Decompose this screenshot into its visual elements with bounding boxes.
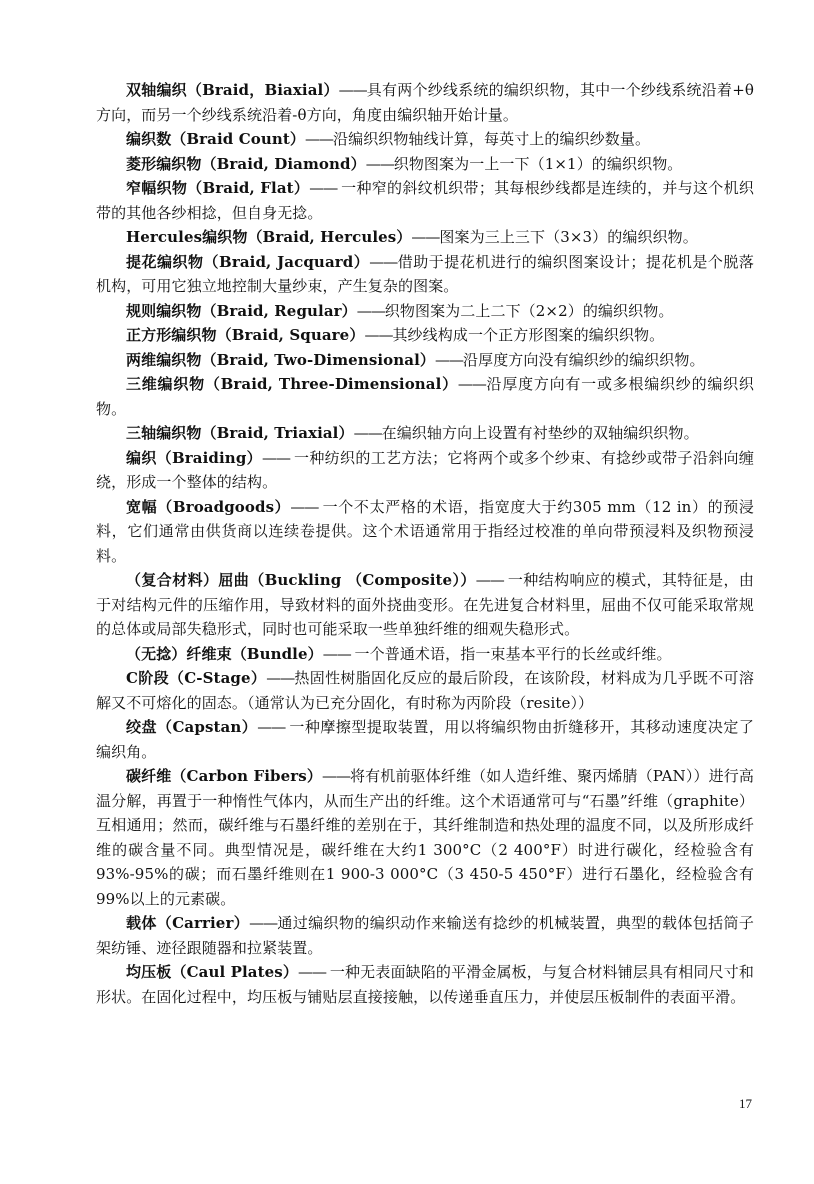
glossary-entry bbox=[96, 642, 754, 667]
glossary-entry bbox=[96, 225, 754, 250]
entry-separator: —— bbox=[338, 81, 367, 99]
entry-definition: 织物图案为一上一下（1×1）的编织织物。 bbox=[393, 154, 683, 173]
entry-separator: —— bbox=[364, 326, 393, 344]
entry-separator: —— bbox=[298, 963, 330, 981]
entry-definition: 沿厚度方向没有编织纱的编织织物。 bbox=[463, 350, 705, 369]
glossary-entry bbox=[96, 323, 754, 348]
entry-separator: —— bbox=[356, 301, 385, 320]
glossary-entry bbox=[96, 666, 754, 715]
entry-definition: 其纱线构成一个正方形图案的编织织物。 bbox=[392, 326, 665, 344]
entry-definition: 图案为三上三下（3×3）的编织织物。 bbox=[439, 228, 698, 246]
entry-separator: —— bbox=[266, 669, 295, 687]
glossary-entry bbox=[96, 715, 754, 764]
entry-separator: —— bbox=[369, 252, 398, 271]
entry-term: 均压板（Caul Plates） bbox=[126, 963, 299, 981]
entry-separator: —— bbox=[305, 130, 333, 148]
entry-term: 碳纤维（Carbon Fibers） bbox=[126, 767, 322, 785]
entry-separator: —— bbox=[457, 375, 486, 393]
entry-term: 编织（Braiding） bbox=[126, 448, 262, 467]
entry-term: 三维编织物（Braid, Three-Dimensional） bbox=[126, 375, 458, 393]
entry-term: 菱形编织物（Braid, Diamond） bbox=[126, 154, 366, 173]
entry-definition: 热固性树脂固化反应的最后阶段，在该阶段，材料成为几乎既不可溶解又不可熔化的固态。（通常认为已充分固化，有时称为丙阶段（resite）） bbox=[96, 669, 754, 712]
glossary-entry bbox=[96, 911, 754, 960]
page-number: 17 bbox=[739, 1096, 752, 1111]
entry-term: 双轴编织（Braid，Biaxial） bbox=[126, 81, 339, 99]
glossary-entry bbox=[96, 152, 754, 177]
entry-separator: —— bbox=[261, 448, 294, 467]
entry-separator: —— bbox=[411, 228, 440, 246]
entry-definition: 一种无表面缺陷的平滑金属板，与复合材料铺层具有相同尺寸和形状。在固化过程中，均压板与铺贴层直接接触，以传递垂直压力，并使层压板制件的表面平滑。 bbox=[96, 963, 754, 1006]
entry-term: C阶段（C-Stage） bbox=[126, 669, 267, 687]
entry-separator: —— bbox=[435, 350, 463, 369]
glossary-entry bbox=[96, 568, 754, 642]
entry-separator: —— bbox=[309, 179, 342, 197]
entry-term: 宽幅（Broadgoods） bbox=[126, 497, 291, 516]
entry-separator: —— bbox=[475, 571, 508, 589]
entry-term: 三轴编织物（Braid, Triaxial） bbox=[126, 424, 354, 442]
glossary-body bbox=[96, 78, 754, 1009]
glossary-entry bbox=[96, 372, 754, 421]
entry-term: 窄幅织物（Braid, Flat） bbox=[126, 179, 310, 197]
entry-term: 绞盘（Capstan） bbox=[126, 718, 258, 736]
entry-definition: 织物图案为二上二下（2×2）的编织织物。 bbox=[384, 301, 674, 320]
entry-definition: 一个不太严格的术语，指宽度大于约305 mm（12 in）的预浸料，它们通常由供货商以连续卷提供。这个术语通常用于指经过校准的单向带预浸料及织物预浸料。 bbox=[96, 497, 754, 565]
glossary-entry bbox=[96, 960, 754, 1009]
glossary-entry bbox=[96, 421, 754, 446]
entry-definition: 沿厚度方向有一或多根编织纱的编织织物。 bbox=[96, 375, 754, 418]
glossary-entry bbox=[96, 446, 754, 495]
entry-term: （复合材料）屈曲（Buckling （Composite）） bbox=[126, 571, 476, 589]
glossary-entry bbox=[96, 176, 754, 225]
entry-separator: —— bbox=[249, 914, 278, 932]
entry-term: 载体（Carrier） bbox=[126, 914, 250, 932]
entry-term: Hercules编织物（Braid, Hercules） bbox=[126, 228, 412, 246]
entry-separator: —— bbox=[365, 154, 394, 173]
entry-definition: 一种纺织的工艺方法；它将两个或多个纱束、有捻纱或带子沿斜向缠绕，形成一个整体的结构。 bbox=[96, 448, 754, 491]
entry-definition: 一种摩擦型提取装置，用以将编织物由折缝移开，其移动速度决定了编织角。 bbox=[96, 718, 754, 761]
entry-term: 规则编织物（Braid, Regular） bbox=[126, 301, 357, 320]
glossary-entry bbox=[96, 348, 754, 373]
entry-definition: 将有机前驱体纤维（如人造纤维、聚丙烯腈（PAN））进行高温分解，再置于一种惰性气体内，从而生产出的纤维。这个术语通常可与“石墨”纤维（graphite）互相通用；然而，碳纤维与石墨纤维的差别在于，其纤维制造和热处理的温度不同，以及所形成纤维的碳含量不同。典型情况是，碳纤维在大约1 300°C（2 400°F）时进行碳化，经检验含有93%-95%的碳；而石墨纤维则在1 900-3 000°C（3 450-5 450°F）进行石墨化，经检验含有99%以上的元素碳。 bbox=[96, 767, 754, 908]
entry-separator: —— bbox=[353, 424, 382, 442]
entry-term: 正方形编织物（Braid, Square） bbox=[126, 326, 365, 344]
glossary-entry bbox=[96, 78, 754, 127]
entry-definition: 在编织轴方向上设置有衬垫纱的双轴编织织物。 bbox=[381, 424, 699, 442]
entry-separator: —— bbox=[322, 644, 355, 663]
entry-separator: —— bbox=[257, 718, 290, 736]
entry-definition: 通过编织物的编织动作来输送有捻纱的机械装置，典型的载体包括筒子架纺锤、迹径跟随器和拉紧装置。 bbox=[96, 914, 754, 957]
entry-term: 两维编织物（Braid, Two-Dimensional） bbox=[126, 350, 435, 369]
entry-term: （无捻）纤维束（Bundle） bbox=[126, 644, 323, 663]
entry-definition: 具有两个纱线系统的编织织物，其中一个纱线系统沿着+θ方向，而另一个纱线系统沿着-θ方向，角度由编织轴开始计量。 bbox=[96, 81, 754, 124]
entry-definition: 一个普通术语，指一束基本平行的长丝或纤维。 bbox=[354, 644, 672, 663]
entry-term: 提花编织物（Braid, Jacquard） bbox=[126, 252, 370, 271]
glossary-entry bbox=[96, 127, 754, 152]
glossary-entry bbox=[96, 495, 754, 569]
glossary-entry bbox=[96, 250, 754, 299]
entry-definition: 一种窄的斜纹机织带；其每根纱线都是连续的，并与这个机织带的其他各纱相捻，但自身无捻。 bbox=[96, 179, 754, 222]
entry-separator: —— bbox=[321, 767, 350, 785]
glossary-entry bbox=[96, 299, 754, 324]
entry-definition: 借助于提花机进行的编织图案设计；提花机是个脱落机构，可用它独立地控制大量纱束，产生复杂的图案。 bbox=[96, 252, 754, 295]
entry-separator: —— bbox=[290, 497, 323, 516]
entry-definition: 一种结构响应的模式，其特征是，由于对结构元件的压缩作用，导致材料的面外挠曲变形。在先进复合材料里，屈曲不仅可能采取常规的总体或局部失稳形式，同时也可能采取一些单独纤维的细观失稳形式。 bbox=[96, 571, 754, 638]
entry-term: 编织数（Braid Count） bbox=[126, 130, 305, 148]
entry-definition: 沿编织织物轴线计算，每英寸上的编织纱数量。 bbox=[333, 130, 651, 148]
glossary-entry bbox=[96, 764, 754, 911]
